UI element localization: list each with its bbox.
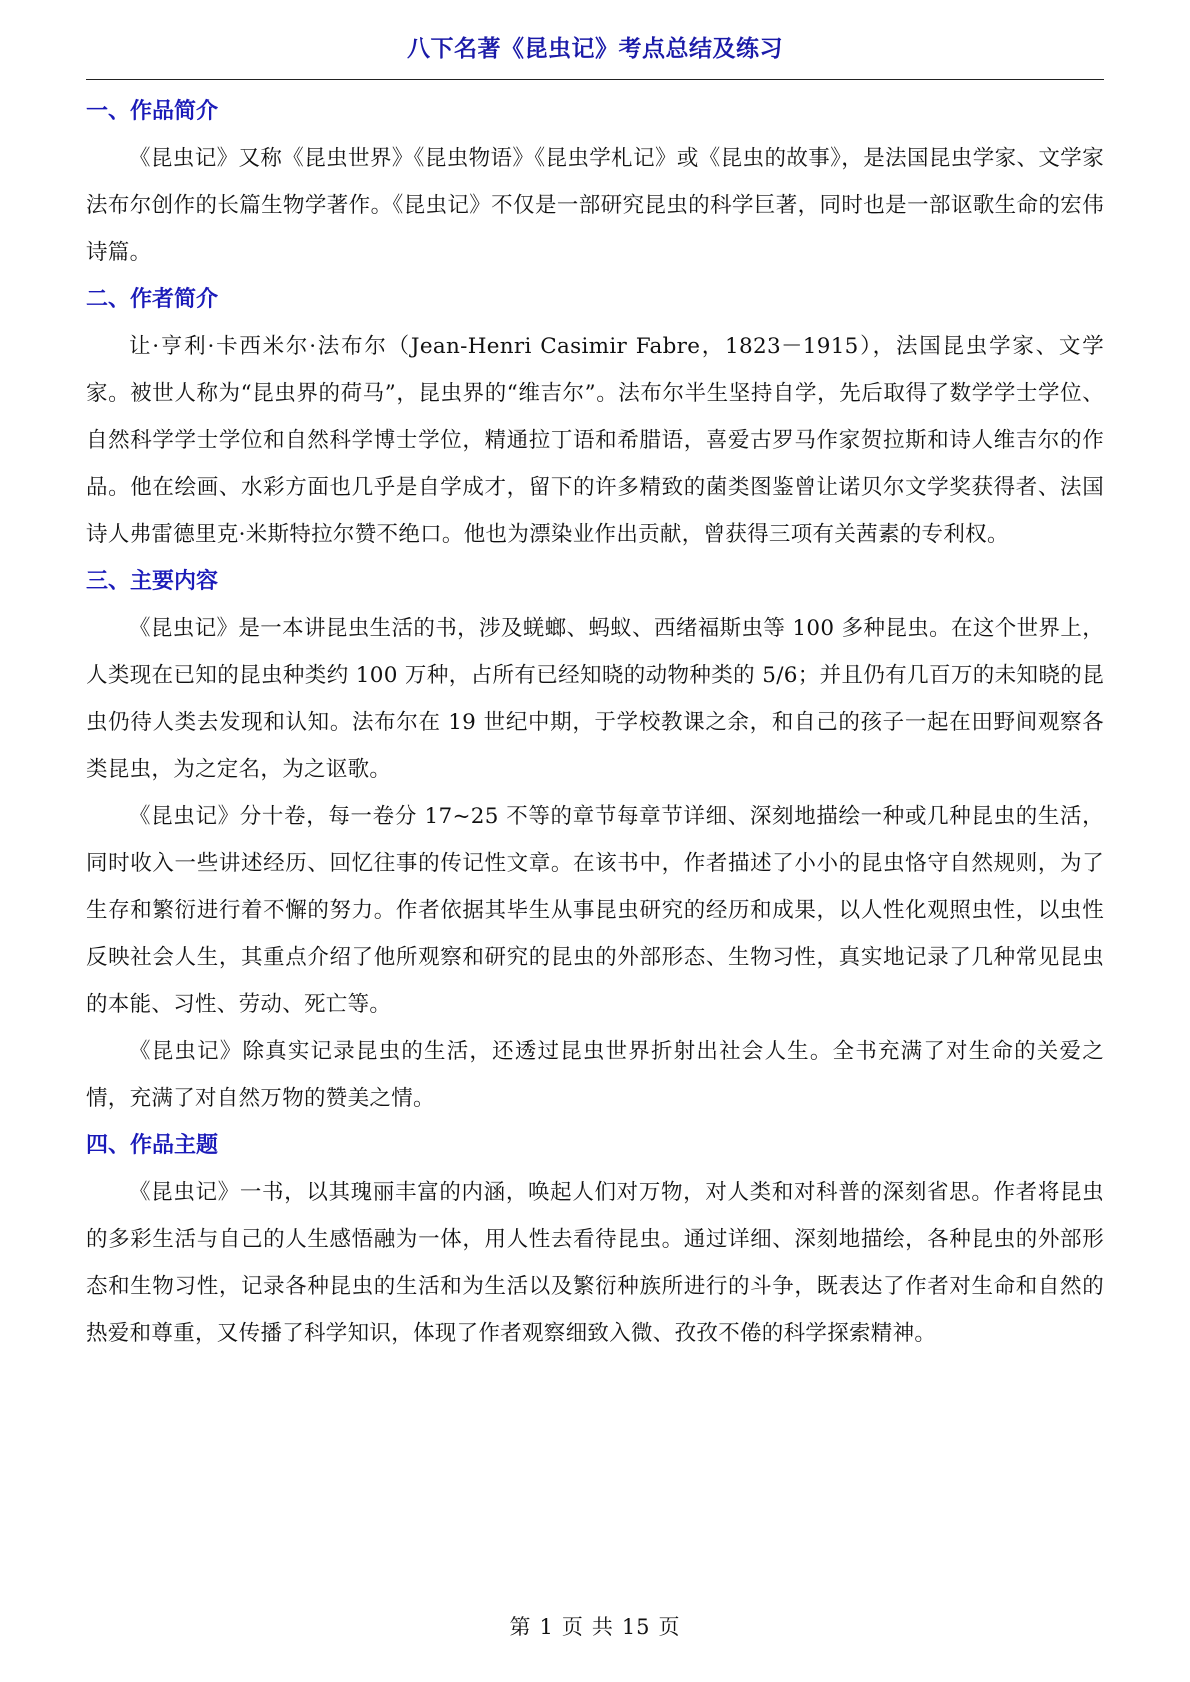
page-footer	[0, 1611, 1190, 1641]
header-divider	[86, 79, 1104, 80]
footer-total-pages: 15	[621, 1615, 651, 1639]
section-heading: 三、主要内容	[86, 569, 219, 594]
footer-page-label: 第	[509, 1615, 532, 1639]
paragraph: 《昆虫记》是一本讲昆虫生活的书，涉及蜣螂、蚂蚁、西绪福斯虫等 100 多种昆虫。在这个世界上，人类现在已知的昆虫种类约 100 万种，占所有已经知晓的动物种类的 5/6；并且仍有几百万的未知晓的昆虫仍待人类去发现和认知。法布尔在 19 世纪中期，于学校教课之余，和自己的孩子一起在田野间观察各类昆虫，为之定名，为之讴歌。	[86, 616, 1104, 782]
paragraph: 《昆虫记》一书，以其瑰丽丰富的内涵，唤起人们对万物，对人类和对科普的深刻省思。作者将昆虫的多彩生活与自己的人生感悟融为一体，用人性去看待昆虫。通过详细、深刻地描绘，各种昆虫的外部形态和生物习性，记录各种昆虫的生活和为生活以及繁衍种族所进行的斗争，既表达了作者对生命和自然的热爱和尊重，又传播了科学知识，体现了作者观察细致入微、孜孜不倦的科学探索精神。	[86, 1180, 1104, 1346]
paragraph: 《昆虫记》分十卷，每一卷分 17~25 不等的章节每章节详细、深刻地描绘一种或几种昆虫的生活，同时收入一些讲述经历、回忆往事的传记性文章。在该书中，作者描述了小小的昆虫恪守自然规则，为了生存和繁衍进行着不懈的努力。作者依据其毕生从事昆虫研究的经历和成果，以人性化观照虫性，以虫性反映社会人生，其重点介绍了他所观察和研究的昆虫的外部形态、生物习性，真实地记录了几种常见昆虫的本能、习性、劳动、死亡等。	[86, 804, 1104, 1017]
section-heading: 二、作者简介	[86, 287, 219, 312]
paragraph: 让·亨利·卡西米尔·法布尔（Jean-Henri Casimir Fabre，1823－1915），法国昆虫学家、文学家。被世人称为“昆虫界的荷马”，昆虫界的“维吉尔”。法布尔半生坚持自学，先后取得了数学学士学位、自然科学学士学位和自然科学博士学位，精通拉丁语和希腊语，喜爱古罗马作家贺拉斯和诗人维吉尔的作品。他在绘画、水彩方面也几乎是自学成才，留下的许多精致的菌类图鉴曾让诺贝尔文学奖获得者、法国诗人弗雷德里克·米斯特拉尔赞不绝口。他也为漂染业作出贡献，曾获得三项有关茜素的专利权。	[86, 334, 1104, 547]
paragraph: 《昆虫记》又称《昆虫世界》《昆虫物语》《昆虫学札记》或《昆虫的故事》，是法国昆虫学家、文学家法布尔创作的长篇生物学著作。《昆虫记》不仅是一部研究昆虫的科学巨著，同时也是一部讴歌生命的宏伟诗篇。	[86, 146, 1104, 265]
footer-total-unit: 页	[658, 1615, 681, 1639]
section-author	[86, 276, 1104, 558]
section-heading: 四、作品主题	[86, 1133, 219, 1158]
footer-page-number: 1	[539, 1615, 554, 1639]
paragraph: 《昆虫记》除真实记录昆虫的生活，还透过昆虫世界折射出社会人生。全书充满了对生命的关爱之情，充满了对自然万物的赞美之情。	[86, 1039, 1104, 1111]
section-heading: 一、作品简介	[86, 99, 219, 124]
footer-page-unit: 页	[561, 1615, 584, 1639]
section-intro	[86, 88, 1104, 276]
section-theme	[86, 1122, 1104, 1357]
section-content	[86, 558, 1104, 1122]
document-body	[86, 88, 1104, 1357]
page-header-title: 八下名著《昆虫记》考点总结及练习	[407, 36, 783, 62]
footer-total-label: 共	[591, 1615, 614, 1639]
